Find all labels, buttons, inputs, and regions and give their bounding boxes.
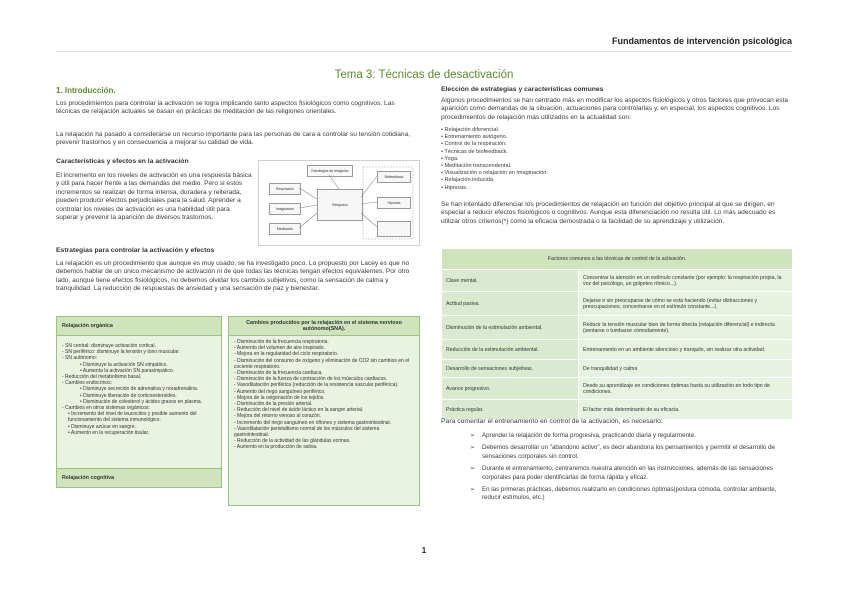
factor-cell: Clave mental. [442,270,579,292]
ans-changes-list [229,336,419,454]
table-row [442,340,793,360]
organic-line: • Disminuye azúcar en sangre. [68,423,136,430]
cognitive-relaxation-title: Relajación cognitiva [57,468,221,487]
training-step [470,486,792,503]
arrow-bullet-icon: ➢ [470,432,476,439]
strategies-heading: Estrategias para controlar la activación y efectos [56,247,215,254]
organic-line: - SN autónomo: [62,355,98,362]
organic-relaxation-list [57,340,221,439]
organic-line: • Disminuye liberación de corticoesteroides. [80,392,177,399]
common-factors-table [441,248,793,420]
table-header-cell: Factores comunes a las técnicas de control de la activación. [442,249,793,270]
factor-desc-cell: Concentrar la atención en un estímulo constante (por ejemplo: la respiración propia, la voz del psicólogo, un golpeteo rítmico...). [579,270,793,292]
arrow-bullet-icon: ➢ [470,486,476,494]
ans-line: - Disminución del consumo de oxígeno y eliminación de CO2 sin cambios en el cociente respiratorio. [234,357,410,370]
arrow-bullet-icon: ➢ [470,444,476,452]
organic-line: • Aumento en la recuperación tisular. [68,429,150,436]
table-row [442,360,793,378]
factor-desc-cell: De tranquilidad y calma [579,360,793,378]
organic-line: - SN central: disminuye activación cortical. [62,343,156,349]
strategy-selection-heading: Elección de estrategias y características comunes [441,86,604,93]
training-step [470,432,792,440]
relaxation-strategies-diagram [258,160,420,246]
procedure-item: • Yoga. [441,155,459,162]
ans-line: - Incremento del riego sanguíneo en riñones y sistema gastrointestinal. [234,419,392,426]
training-step-text: Aprender la relajación de forma progresiva, practicando diaria y regularmente. [482,432,696,439]
training-step-text: En las primeras prácticas, debemos realizarlo en condiciones óptimas(postura cómoda, controlar ambiente, reducir estímulos, etc.) [482,486,777,502]
ans-line: - Disminución de la frecuencia cardiaca. [234,370,323,377]
factor-cell: Disminución de la estimulación ambiental. [442,316,579,340]
factor-cell: Reducción de la estimulación ambiental. [442,340,579,360]
training-step-text: Debemos desarrollar un "abandono activo", es decir abandona los pensamientos y permitir el desarrollo de sensaciones corporales sin control. [482,444,775,460]
organic-line: • Disminuye la activación SN simpático. [80,361,168,368]
procedure-item: • Relajación diferencial. [441,127,500,133]
organic-line: • Aumenta la activación SN parasimpático. [80,367,175,374]
header-divider [56,51,792,52]
factor-desc-cell: Desde su aprendizaje en condiciones óptimas hasta su utilización en todo tipo de condiciones. [579,378,793,400]
main-title: Tema 3: Técnicas de desactivación [334,69,514,81]
differentiation-paragraph: Se han intentado diferenciar los procedimientos de relajación en función del objetivo principal al que se dirigen, en especial a reducir efectos fisiológicos o cognitivos. Aunque esta diferenciación no resulta útil. Lo más adecuado es utilizar otros criterios(*) como la eficacia demostrada o la facilidad de su aprendizaje y utilización. [441,201,776,225]
table-row [442,316,793,340]
organic-line: - Cambios en otros sistemas orgánicos: [62,405,150,412]
training-steps-list [470,432,792,507]
organic-line: - SN periférico: disminuye la tensión y tono muscular. [62,349,180,356]
ans-line: - Disminución de la presión arterial. [234,401,313,408]
ans-line: - Vasodilatación periférica (reducción de la resistencia vascular periférica). [234,382,399,389]
organic-relaxation-title: Relajación orgánica [57,317,221,336]
ans-line: - Mejora de la oxigenación de los tejidos. [234,394,325,401]
factor-cell: Actitud pasiva. [442,292,579,316]
diagram-label-e: Biofeedback [384,175,404,179]
ans-line: - Mejora del retorno venoso al corazón. [234,413,321,420]
procedure-item: • Control de la respiración. [441,141,507,148]
training-step-text: Durante el entrenamiento, centraremos nuestra atención en las instrucciones, además de las sensaciones corporales para poder identificarlas de forma rápida y eficaz. [482,465,773,481]
organic-line: - Reducción del metabolismo basal. [62,374,142,381]
ans-line: - Disminución de la fuerza de contracción de los músculos cardiacos. [234,376,388,383]
ans-line: - Reducción de la actividad de las glándulas ecrinas. [234,438,351,445]
factor-desc-cell: Entrenamiento en un ambiente silencioso y tranquilo, sin realizar otra actividad. [579,340,793,360]
intro-heading: 1. Introducción. [56,86,116,95]
factor-cell: Avance progresivo. [442,378,579,400]
factor-cell: Desarrollo de sensaciones subjetivas. [442,360,579,378]
table-row [442,292,793,316]
procedure-item: • Meditación transcendental. [441,163,512,170]
intro-paragraph-1: Los procedimientos para controlar la activación se logra implicando tanto aspectos fisiológicos como cognitivos. Las técnicas de relajación actuales se basan en prácticas de meditación de las religiones orientales. [56,100,395,116]
ans-line: - Aumento del volumen de aire inspirado. [234,345,325,352]
page-number: 1 [421,546,427,555]
document-header-title: Fundamentos de intervención psicológica [611,36,792,46]
organic-line: - Cambios endocrinos: [62,380,113,387]
arrow-bullet-icon: ➢ [470,465,476,473]
training-intro: Para comentar el entrenamiento en control de la activación, es necesario: [441,418,663,425]
strategies-paragraph: La relajación es un procedimiento que aunque es muy usado, se ha investigado poco. Lo propuesto por Lacey es que no debemos hablar de un único mecanismo de activación ni de que todas las técnicas tengan efectos equivalentes. Por otro lado, aunque tiene efectos fisiológicos, no debemos olvidar los cambios subjetivos, como la sensación de calma y tranquilidad. La reducción de respuestas de ansiedad y una sensación de paz y bienestar. [56,260,410,293]
procedure-item: • Hipnosis. [441,184,468,191]
training-step [470,465,792,482]
ans-changes-title: Cambios producidos por la relajación en el sistema nervioso autónomo(SNA). [229,317,419,336]
diagram-connectors [259,161,419,245]
diagram-label-f: Hipnosis [387,201,401,205]
ans-line: - Disminución de la frecuencia respiratoria. [234,339,329,345]
procedure-item: • Entrenamiento autógeno. [441,134,508,141]
diagram-label-d: Relajación [332,203,348,207]
factor-cell: Práctica regular. [442,400,579,420]
table-row [442,378,793,400]
table-row [442,270,793,292]
diagram-label-c: Meditación [276,227,294,231]
ans-line: - Aumento en la producción de saliva. [234,444,318,451]
factor-desc-cell: Dejarse ir sin preocuparse de cómo se está haciendo (evitar distracciones y preocupaciones, concentrarse en el estímulo constante...). [579,292,793,316]
procedure-item: • Visualización o relajación en imaginación. [441,170,548,177]
diagram-label-b: Imaginación [275,207,295,211]
table-row [442,400,793,420]
ans-line: - Mejora en la regularidad del ciclo respiratorio. [234,351,339,358]
ans-line: - Aumento del riego sanguíneo periférico. [234,388,326,395]
ans-line: - Vasodilatación peristaltismo normal de los músculos del sistema gastrointestinal. [234,425,380,439]
procedure-item: • Técnicas de biofeedback. [441,148,508,155]
characteristics-heading: Características y efectos en la activación [56,158,189,165]
diagram-top-label: Estrategias de relajación [311,169,349,173]
ans-changes-box [228,316,420,506]
organic-line: • Disminución de colesterol y ácidos grasos en plasma. [80,398,203,405]
factor-desc-cell: Reducir la tensión muscular bien de forma directa (relajación diferencial) e indirecta (sentarse o tumbarse cómodamente). [579,316,793,340]
procedures-list [441,127,741,192]
procedure-item: • Relajación inducida. [441,177,495,184]
characteristics-paragraph: El incremento en los niveles de activación es una respuesta básica y útil para hacer frente a las demandas del medio. Pero si estos incrementos se realizan de forma intensa, duradera y reiterada, pueden producir efectos perjudiciales para la salud. Aprender a controlar los niveles de activación es una habilidad útil para superar y prevenir la aparición de diversos trastornos. [56,172,252,222]
organic-line: • Disminuye secreción de adrenalina y noradrenalina. [80,386,199,393]
training-step [470,444,792,461]
factor-desc-cell: El factor más determinante de su eficacia. [579,400,793,420]
organic-relaxation-box [56,316,222,488]
ans-line: - Reducción del nivel de ácido láctico en la sangre arterial. [234,407,364,414]
table-header-row [442,249,793,270]
strategy-selection-paragraph: Algunos procedimientos se han centrado más en modificar los aspectos fisiológicos y otros factores que provocan esta aparición como demandas de la situación, actuaciones para controlarlas y, en especial, los aspectos cognitivos. Los procedimientos de relajación más utilizados en la actualidad son: [441,97,789,121]
organic-line: • Incremento del nivel de leucocitos y posible aumento del funcionamiento del sistema inmunológico. [68,411,197,424]
diagram-label-a: Respiración [276,187,294,191]
intro-paragraph-2: La relajación ha pasado a considerarse un recurso importante para las personas de cara a controlar su tensión cotidiana, prevenir trastornos y en consecuencia a mejorar su calidad de vida. [56,131,411,147]
